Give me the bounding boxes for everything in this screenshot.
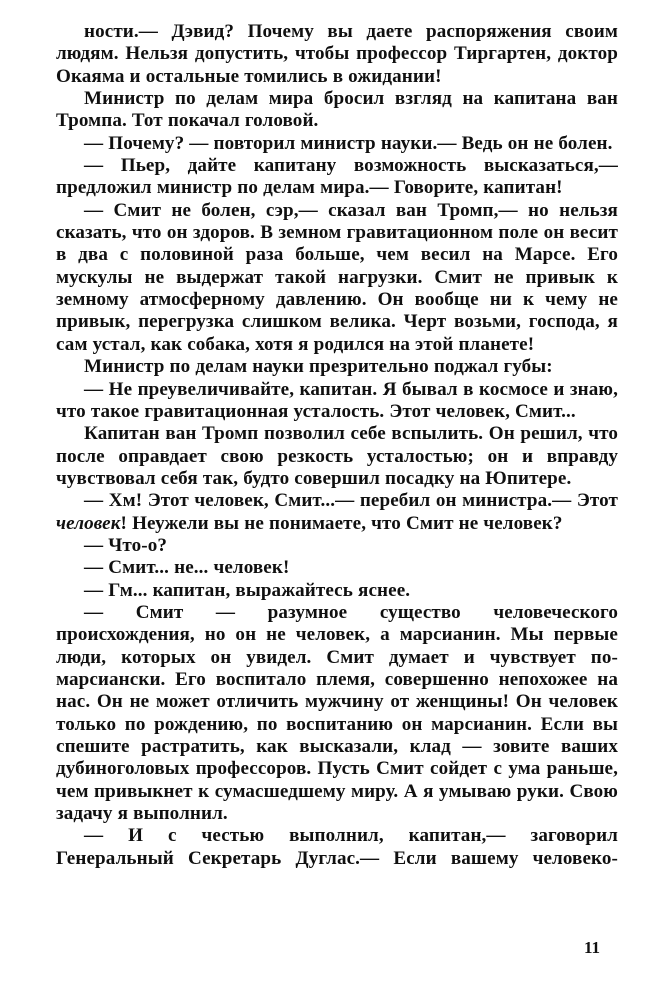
page-number: 11 [584, 938, 601, 957]
paragraph: — Что-о? [84, 534, 168, 556]
paragraph: — Почему? — повторил министр науки.— Ведь он не болен. [84, 132, 613, 154]
paragraph-continued-next-page: — И с честью выполнил, капитан,— заговорил Генеральный Секретарь Дуглас.— Если вашему человеко- [56, 825, 618, 869]
paragraph: — Гм... капитан, выражайтесь яснее. [84, 579, 411, 601]
paragraph: — Смит... не... человек! [84, 557, 290, 579]
paragraph: Министр по делам науки презрительно поджал губы: [84, 356, 553, 378]
paragraph-text: — Хм! Этот человек, Смит...— перебил он министра.— Этот [84, 490, 618, 512]
paragraph: — Не преувеличивайте, капитан. Я бывал в космосе и знаю, что такое гравитационная усталость. Этот человек, Смит... [56, 378, 618, 422]
paragraph-with-emphasis [56, 490, 618, 535]
paragraph: Капитан ван Тромп позволил себе вспылить. Он решил, что после оправдает свою резкость усталостью; он и вправду чувствовал себя так, будто совершил посадку на Юпитере. [56, 423, 618, 489]
paragraph: ности.— Дэвид? Почему вы даете распоряжения своим людям. Нельзя допустить, чтобы профессор Тиргартен, доктор Окаяма и остальные томились в ожидании! [56, 21, 618, 87]
emphasized-word: человек [56, 512, 121, 534]
text-column [56, 21, 618, 892]
paragraph: — Пьер, дайте капитану возможность высказаться,— предложил министр по делам мира.— Говорите, капитан! [56, 155, 618, 199]
paragraph: — Смит — разумное существо человеческого происхождения, но он не человек, а марсианин. Мы первые люди, которых он увидел. Смит думает и чувствует по-марсиански. Его воспитало племя, совершенно непохожее на нас. Он не может отличить мужчину от женщины! Он человек только по рождению, по воспитанию он марсианин. Если вы спешите растратить, как высказали, клад — зовите ваших дубиноголовых профессоров. Пусть Смит сойдет с ума раньше, чем привыкнет к сумасшедшему миру. А я умываю руки. Свою задачу я выполнил. [56, 601, 618, 825]
paragraph: Министр по делам мира бросил взгляд на капитана ван Тромпа. Тот покачал головой. [56, 88, 618, 132]
paragraph: — Смит не болен, сэр,— сказал ван Тромп,— но нельзя сказать, что он здоров. В земном гравитационном поле он весит в два с половиной раза больше, чем весил на Марсе. Его мускулы не выдержат такой нагрузки. Смит не привык к земному атмосферному давлению. Он вообще ни к чему не привык, перегрузка слишком велика. Черт возьми, господа, я сам устал, как собака, хотя я родился на этой планете! [56, 199, 618, 355]
paragraph-text: ! Неужели вы не понимаете, что Смит не человек? [120, 512, 563, 534]
